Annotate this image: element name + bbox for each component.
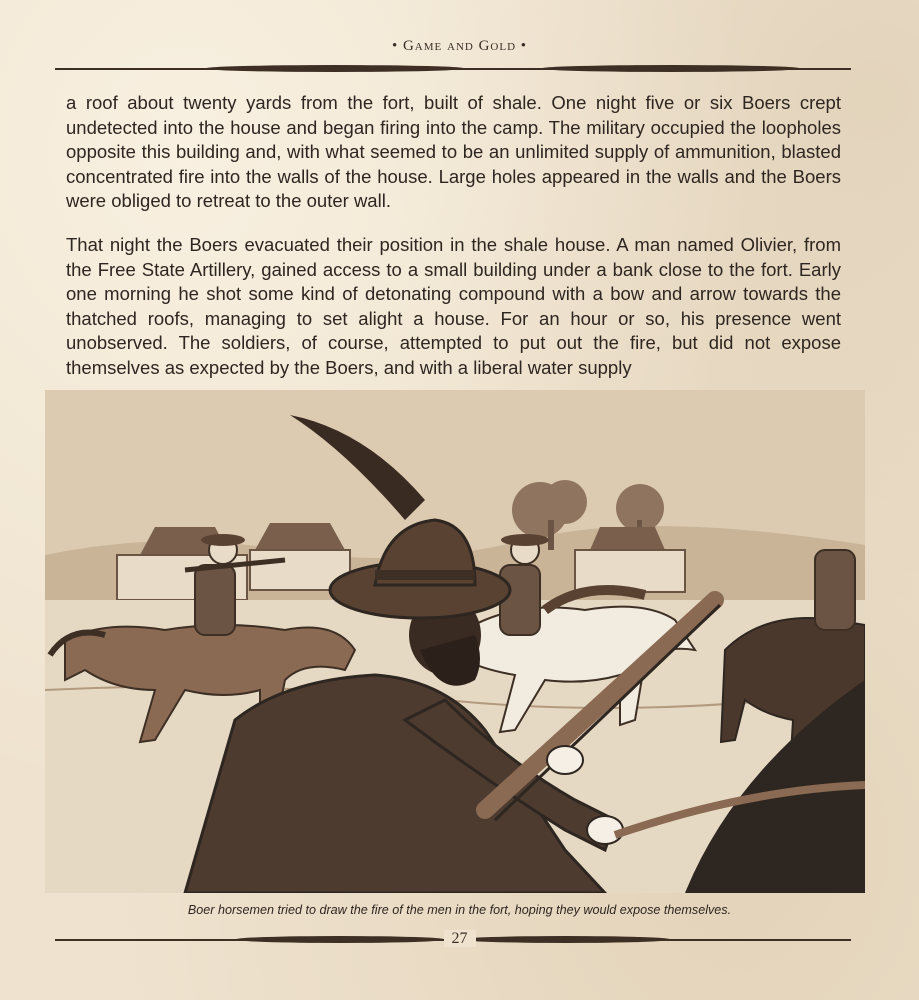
running-header [0,38,919,55]
header-rule [55,62,851,76]
running-title: • Game and Gold • [391,38,528,54]
paragraph-1: a roof about twenty yards from the fort, built of shale. One night five or six Boers crept undetected into the house and began firing into the camp. The military occupied the loopholes opposite this building and, with what seemed to be an unlimited supply of ammunition, blasted concentrated fire into the walls of the house. Large holes appeared in the walls and the Boers were obliged to retreat to the outer wall. [66,92,841,212]
paragraph-2: That night the Boers evacuated their position in the shale house. A man named Olivier, from the Free State Artillery, gained access to a small building under a bank close to the fort. Early one morning he shot some kind of detonating compound with a bow and arrow towards the thatched roofs, managing to set alight a house. For an hour or so, his presence went unobserved. The soldiers, of course, attempted to put out the fire, but did not expose themselves as expected by the Boers, and with a liberal water supply [66,234,841,378]
page-number [0,930,919,948]
page-number-text: 27 [444,930,476,947]
boer-horsemen-illustration [45,390,865,893]
illustration-caption: Boer horsemen tried to draw the fire of the men in the fort, hoping they would expose themselves. [187,903,732,917]
